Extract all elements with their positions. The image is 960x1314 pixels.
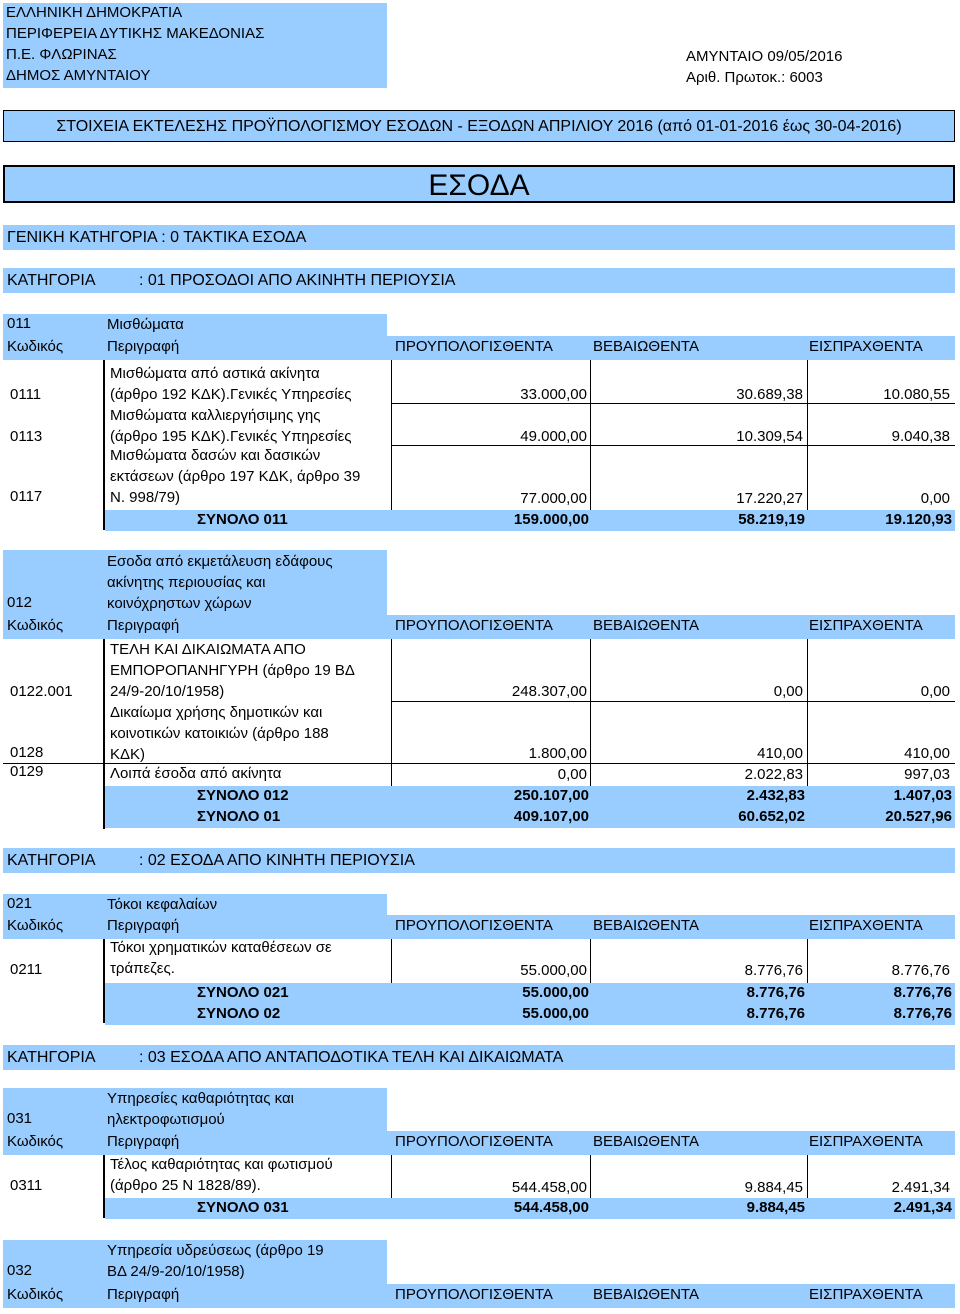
total-collected: 19.120,93 bbox=[885, 511, 952, 528]
total-certified: 8.776,76 bbox=[746, 984, 805, 1001]
category-label: ΚΑΤΗΓΟΡΙΑ bbox=[7, 272, 96, 289]
col-code: Κωδικός bbox=[7, 338, 64, 355]
total-collected: 1.407,03 bbox=[893, 787, 952, 804]
row-collected: 9.040,38 bbox=[891, 428, 950, 445]
total-row bbox=[105, 1004, 955, 1025]
group-desc: Υπηρεσίες καθαριότητας και ηλεκτροφωτισμού bbox=[107, 1090, 294, 1128]
category-band bbox=[3, 1045, 955, 1070]
group-012-rows bbox=[3, 639, 955, 786]
category-value: : 02 ΕΣΟΔΑ ΑΠΟ ΚΙΝΗΤΗ ΠΕΡΙΟΥΣΙΑ bbox=[139, 852, 415, 869]
col-desc: Περιγραφή bbox=[107, 917, 180, 934]
row-budget: 49.000,00 bbox=[520, 428, 587, 445]
col-budget: ΠΡΟΥΠΟΛΟΓΙΣΘΕΝΤΑ bbox=[395, 617, 553, 634]
total-budget: 409.107,00 bbox=[513, 808, 589, 825]
row-code: 0113 bbox=[10, 428, 43, 445]
row-certified: 30.689,38 bbox=[736, 386, 803, 403]
group-desc: Υπηρεσία υδρεύσεως (άρθρο 19 ΒΔ 24/9-20/10/1958) bbox=[107, 1242, 324, 1280]
column-headers bbox=[3, 1284, 955, 1308]
row-certified: 9.884,45 bbox=[744, 1179, 803, 1196]
row-desc: ΤΕΛΗ ΚΑΙ ΔΙΚΑΙΩΜΑΤΑ ΑΠΟ ΕΜΠΟΡΟΠΑΝΗΓΥΡΗ (άρθρο 19 ΒΔ 24/9-20/10/1958) bbox=[110, 641, 355, 700]
row-certified: 2.022,83 bbox=[744, 766, 803, 783]
total-collected: 2.491,34 bbox=[893, 1199, 952, 1216]
row-budget: 55.000,00 bbox=[520, 962, 587, 979]
row-desc: Τόκοι χρηματικών καταθέσεων σε τράπεζες. bbox=[110, 939, 332, 977]
row-code: 0129 bbox=[10, 763, 44, 780]
group-code: 032 bbox=[7, 1262, 33, 1279]
row-code: 0111 bbox=[10, 386, 42, 403]
column-headers bbox=[3, 1131, 955, 1155]
col-code: Κωδικός bbox=[7, 1133, 64, 1150]
col-desc: Περιγραφή bbox=[107, 338, 180, 355]
total-row bbox=[105, 807, 955, 828]
category-band bbox=[3, 848, 955, 873]
col-budget: ΠΡΟΥΠΟΛΟΓΙΣΘΕΝΤΑ bbox=[395, 338, 553, 355]
group-desc: Τόκοι κεφαλαίων bbox=[107, 896, 218, 913]
row-collected: 410,00 bbox=[904, 745, 950, 762]
row-desc: Δικαίωμα χρήσης δημοτικών και κοινοτικών κατοικιών (άρθρο 188 ΚΔΚ) bbox=[110, 704, 329, 763]
row-desc: Μισθώματα δασών και δασικών εκτάσεων (άρθρο 197 ΚΔΚ, άρθρο 39 Ν. 998/79) bbox=[110, 447, 361, 506]
header-line: ΕΛΛΗΝΙΚΗ ΔΗΜΟΚΡΑΤΙΑ bbox=[6, 4, 183, 21]
category-label: ΚΑΤΗΓΟΡΙΑ bbox=[7, 1049, 96, 1066]
row-certified: 8.776,76 bbox=[744, 962, 803, 979]
total-budget: 159.000,00 bbox=[513, 511, 589, 528]
group-code: 012 bbox=[7, 594, 33, 611]
total-collected: 20.527,96 bbox=[885, 808, 952, 825]
row-budget: 0,00 bbox=[557, 766, 587, 783]
header-line: ΠΕΡΙΦΕΡΕΙΑ ΔΥΤΙΚΗΣ ΜΑΚΕΔΟΝΙΑΣ bbox=[6, 25, 265, 42]
header-line: Π.Ε. ΦΛΩΡΙΝΑΣ bbox=[6, 46, 117, 63]
row-collected: 8.776,76 bbox=[891, 962, 950, 979]
total-collected: 8.776,76 bbox=[893, 1005, 952, 1022]
total-label: ΣΥΝΟΛΟ 031 bbox=[197, 1199, 289, 1216]
row-collected: 10.080,55 bbox=[883, 386, 950, 403]
total-label: ΣΥΝΟΛΟ 02 bbox=[197, 1005, 281, 1022]
total-budget: 250.107,00 bbox=[513, 787, 589, 804]
row-budget: 544.458,00 bbox=[511, 1179, 587, 1196]
group-desc: Μισθώματα bbox=[107, 316, 184, 333]
row-code: 0128 bbox=[10, 744, 44, 761]
group-header bbox=[3, 1240, 387, 1284]
total-row bbox=[105, 510, 955, 531]
group-header bbox=[3, 1088, 387, 1132]
column-headers bbox=[3, 336, 955, 360]
total-row bbox=[105, 1198, 955, 1219]
group-header bbox=[3, 314, 387, 336]
col-budget: ΠΡΟΥΠΟΛΟΓΙΣΘΕΝΤΑ bbox=[395, 1133, 553, 1150]
col-certified: ΒΕΒΑΙΩΘΕΝΤΑ bbox=[593, 917, 699, 934]
row-desc: Τέλος καθαριότητας και φωτισμού (άρθρο 25 Ν 1828/89). bbox=[110, 1156, 333, 1194]
category-band bbox=[3, 268, 955, 293]
col-desc: Περιγραφή bbox=[107, 617, 180, 634]
category-value: : 01 ΠΡΟΣΟΔΟΙ ΑΠΟ ΑΚΙΝΗΤΗ ΠΕΡΙΟΥΣΙΑ bbox=[139, 272, 456, 289]
col-desc: Περιγραφή bbox=[107, 1133, 180, 1150]
row-desc: Λοιπά έσοδα από ακίνητα bbox=[110, 765, 282, 782]
row-collected: 0,00 bbox=[920, 490, 950, 507]
group-header bbox=[3, 550, 387, 616]
row-budget: 1.800,00 bbox=[528, 745, 587, 762]
group-011-rows bbox=[3, 360, 955, 510]
total-budget: 55.000,00 bbox=[522, 984, 589, 1001]
total-budget: 55.000,00 bbox=[522, 1005, 589, 1022]
row-code: 0211 bbox=[10, 961, 43, 978]
row-collected: 2.491,34 bbox=[891, 1179, 950, 1196]
col-collected: ΕΙΣΠΡΑΧΘΕΝΤΑ bbox=[809, 1286, 923, 1303]
col-collected: ΕΙΣΠΡΑΧΘΕΝΤΑ bbox=[809, 1133, 923, 1150]
total-certified: 60.652,02 bbox=[738, 808, 805, 825]
column-headers bbox=[3, 915, 955, 939]
row-certified: 0,00 bbox=[773, 683, 803, 700]
row-budget: 33.000,00 bbox=[520, 386, 587, 403]
group-desc: Εσοδα από εκμετάλευση εδάφους ακίνητης περιουσίας και κοινόχρηστων χώρων bbox=[107, 553, 333, 612]
col-budget: ΠΡΟΥΠΟΛΟΓΙΣΘΕΝΤΑ bbox=[395, 917, 553, 934]
row-code: 0122.001 bbox=[10, 683, 73, 700]
col-code: Κωδικός bbox=[7, 617, 64, 634]
total-collected: 8.776,76 bbox=[893, 984, 952, 1001]
col-collected: ΕΙΣΠΡΑΧΘΕΝΤΑ bbox=[809, 617, 923, 634]
col-certified: ΒΕΒΑΙΩΘΕΝΤΑ bbox=[593, 338, 699, 355]
total-label: ΣΥΝΟΛΟ 012 bbox=[197, 787, 289, 804]
total-certified: 9.884,45 bbox=[746, 1199, 805, 1216]
total-label: ΣΥΝΟΛΟ 021 bbox=[197, 984, 289, 1001]
col-code: Κωδικός bbox=[7, 917, 64, 934]
section-title: ΕΣΟΔΑ bbox=[3, 165, 955, 203]
row-desc: Μισθώματα καλλιεργήσιμης γης (άρθρο 195 ΚΔΚ).Γενικές Υπηρεσίες bbox=[110, 407, 352, 445]
total-budget: 544.458,00 bbox=[513, 1199, 589, 1216]
col-code: Κωδικός bbox=[7, 1286, 64, 1303]
total-row bbox=[105, 786, 955, 807]
col-certified: ΒΕΒΑΙΩΘΕΝΤΑ bbox=[593, 1133, 699, 1150]
protocol-number: Αριθ. Πρωτοκ.: 6003 bbox=[686, 69, 823, 86]
total-label: ΣΥΝΟΛΟ 011 bbox=[197, 511, 288, 528]
row-desc: Μισθώματα από αστικά ακίνητα (άρθρο 192 ΚΔΚ).Γενικές Υπηρεσίες bbox=[110, 365, 352, 403]
row-certified: 17.220,27 bbox=[736, 490, 803, 507]
group-code: 021 bbox=[7, 895, 33, 912]
group-031-rows bbox=[3, 1155, 955, 1198]
report-title: ΣΤΟΙΧΕΙΑ ΕΚΤΕΛΕΣΗΣ ΠΡΟΫΠΟΛΟΓΙΣΜΟΥ ΕΣΟΔΩΝ - ΕΞΟΔΩΝ ΑΠΡΙΛΙΟΥ 2016 (από 01-01-2016 έως 30-04-2016) bbox=[3, 110, 955, 142]
header-line: ΔΗΜΟΣ ΑΜΥΝΤΑΙΟΥ bbox=[6, 67, 151, 84]
header-right bbox=[686, 46, 842, 88]
row-certified: 410,00 bbox=[757, 745, 803, 762]
col-budget: ΠΡΟΥΠΟΛΟΓΙΣΘΕΝΤΑ bbox=[395, 1286, 553, 1303]
total-certified: 8.776,76 bbox=[746, 1005, 805, 1022]
col-collected: ΕΙΣΠΡΑΧΘΕΝΤΑ bbox=[809, 917, 923, 934]
col-certified: ΒΕΒΑΙΩΘΕΝΤΑ bbox=[593, 617, 699, 634]
total-row bbox=[105, 983, 955, 1004]
row-certified: 10.309,54 bbox=[736, 428, 803, 445]
general-category: ΓΕΝΙΚΗ ΚΑΤΗΓΟΡΙΑ : 0 ΤΑΚΤΙΚΑ ΕΣΟΔΑ bbox=[3, 225, 955, 250]
row-budget: 77.000,00 bbox=[520, 490, 587, 507]
group-code: 031 bbox=[7, 1110, 33, 1127]
place-date: ΑΜΥΝΤΑΙΟ 09/05/2016 bbox=[686, 48, 843, 65]
col-desc: Περιγραφή bbox=[107, 1286, 180, 1303]
col-certified: ΒΕΒΑΙΩΘΕΝΤΑ bbox=[593, 1286, 699, 1303]
category-value: : 03 ΕΣΟΔΑ ΑΠΟ ΑΝΤΑΠΟΔΟΤΙΚΑ ΤΕΛΗ ΚΑΙ ΔΙΚΑΙΩΜΑΤΑ bbox=[139, 1049, 564, 1066]
row-collected: 0,00 bbox=[920, 683, 950, 700]
column-headers bbox=[3, 615, 955, 639]
row-code: 0311 bbox=[10, 1177, 43, 1194]
header-block bbox=[3, 3, 387, 88]
row-collected: 997,03 bbox=[904, 766, 950, 783]
group-021-rows bbox=[3, 939, 955, 983]
group-header bbox=[3, 894, 387, 915]
total-label: ΣΥΝΟΛΟ 01 bbox=[197, 808, 281, 825]
col-collected: ΕΙΣΠΡΑΧΘΕΝΤΑ bbox=[809, 338, 923, 355]
total-certified: 58.219,19 bbox=[738, 511, 805, 528]
row-code: 0117 bbox=[10, 488, 43, 505]
row-budget: 248.307,00 bbox=[511, 683, 587, 700]
group-code: 011 bbox=[7, 315, 31, 332]
category-label: ΚΑΤΗΓΟΡΙΑ bbox=[7, 852, 96, 869]
total-certified: 2.432,83 bbox=[746, 787, 805, 804]
